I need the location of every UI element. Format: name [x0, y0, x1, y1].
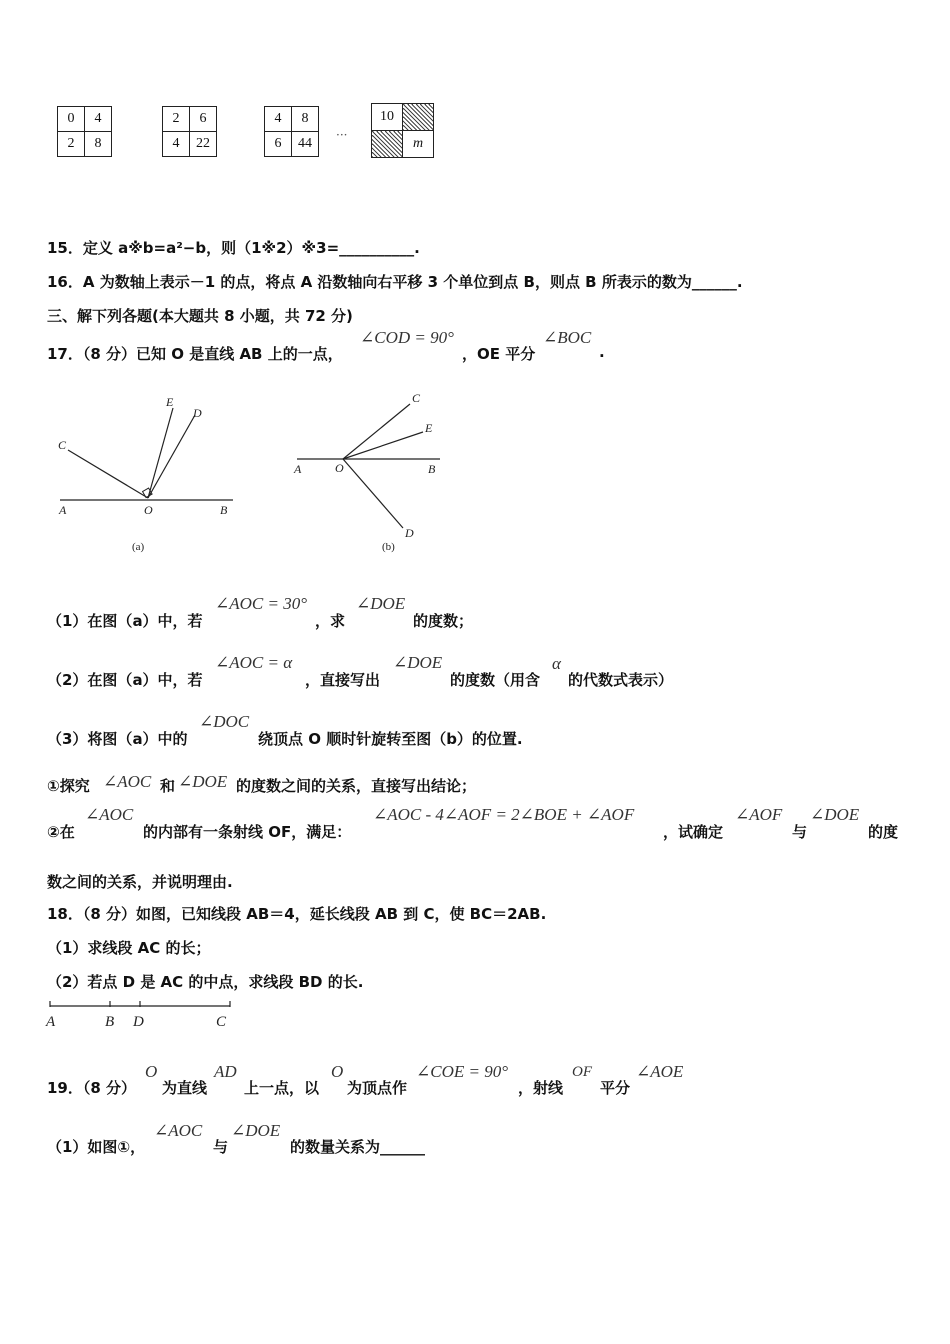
number-grid-4 — [371, 103, 434, 158]
label-e: E — [166, 395, 174, 409]
q17-sub1-c: 的度数之间的关系，直接写出结论； — [236, 777, 477, 795]
math-doe: ∠DOE — [356, 594, 406, 613]
caption-a: (a) — [132, 541, 145, 553]
label-a: A — [294, 462, 302, 476]
label-e: E — [425, 421, 433, 435]
math-doe: ∠DOE — [231, 1121, 281, 1140]
math-alpha: α — [552, 654, 561, 673]
q17-sub1-a: ①探究 — [47, 777, 90, 795]
math-o: O — [145, 1062, 158, 1081]
q19-b: 为直线 — [162, 1079, 208, 1097]
math-coe-90: ∠COE = 90° — [416, 1062, 509, 1081]
math-doc: ∠DOC — [199, 712, 250, 731]
label-b: B — [105, 1014, 115, 1030]
q17-part1-b: ，求 — [315, 612, 346, 630]
math-aof: ∠AOF — [735, 805, 783, 824]
q18-part1: （1）求线段 AC 的长； — [47, 939, 211, 957]
q19-part1-b: 与 — [213, 1138, 229, 1156]
math-of: OF — [572, 1064, 592, 1080]
q17-part2-d: 的代数式表示） — [568, 671, 674, 689]
math-ad: AD — [214, 1062, 237, 1081]
grid-cell: 0 — [58, 107, 85, 132]
q17-sub2-c: ，试确定 — [663, 823, 724, 841]
grid-cell-hatched — [372, 131, 403, 158]
label-d: D — [193, 406, 202, 420]
q17-sub2-d: 与 — [792, 823, 808, 841]
grid-cell-hatched — [403, 104, 434, 131]
q19-part1-a: （1）如图①， — [47, 1138, 146, 1156]
q17-sub2-b: 的内部有一条射线 OF，满足： — [143, 823, 352, 841]
grid-cell: 10 — [372, 104, 403, 131]
grid-cell: 6 — [190, 107, 217, 132]
math-doe: ∠DOE — [810, 805, 860, 824]
section-heading: 三、解下列各题(本大题共 8 小题，共 72 分) — [47, 307, 353, 325]
math-equation: ∠AOC - 4∠AOF = 2∠BOE + ∠AOF — [373, 805, 635, 824]
grid-cell: 8 — [292, 107, 319, 132]
q17-sub2-f: 数之间的关系，并说明理由. — [47, 873, 233, 891]
math-aoc: ∠AOC — [103, 772, 152, 791]
grid-cell: 4 — [163, 132, 190, 157]
figure-a — [50, 390, 250, 560]
number-grid-2 — [162, 106, 217, 157]
grid-cell: 22 — [190, 132, 217, 157]
label-o: O — [335, 461, 344, 475]
label-b: B — [428, 462, 436, 476]
math-boc: ∠BOC — [543, 328, 592, 347]
label-a: A — [59, 503, 67, 517]
math-aoc-alpha: ∠AOC = α — [215, 653, 293, 672]
q17-part1-a: （1）在图（a）中，若 — [47, 612, 203, 630]
number-grid-1 — [57, 106, 112, 157]
question-15: 15．定义 a※b=a²−b，则（1※2）※3=__________. — [47, 239, 420, 257]
label-o: O — [144, 503, 153, 517]
grid-cell: 4 — [85, 107, 112, 132]
label-a: A — [46, 1014, 56, 1030]
q19-e: ，射线 — [518, 1079, 564, 1097]
label-b: B — [220, 503, 228, 517]
q19-f: 平分 — [600, 1079, 631, 1097]
question-17-mid: ，OE 平分 — [462, 345, 536, 363]
q17-part2-a: （2）在图（a）中，若 — [47, 671, 203, 689]
q17-sub2-a: ②在 — [47, 823, 75, 841]
q19-part1-c: 的数量关系为______ — [290, 1138, 426, 1156]
math-doe: ∠DOE — [178, 772, 228, 791]
math-aoc: ∠AOC — [85, 805, 134, 824]
grid-cell: 4 — [265, 107, 292, 132]
math-doe: ∠DOE — [393, 653, 443, 672]
q17-part3-b: 绕顶点 O 顺时针旋转至图（b）的位置. — [258, 730, 523, 748]
question-18: 18．（8 分）如图，已知线段 AB＝4，延长线段 AB 到 C，使 BC＝2AB. — [47, 905, 547, 923]
q17-sub1-b: 和 — [160, 777, 176, 795]
segment-figure — [44, 998, 244, 1034]
q17-part2-b: ，直接写出 — [305, 671, 381, 689]
math-cod: ∠COD = 90° — [360, 328, 454, 347]
math-aoc: ∠AOC — [154, 1121, 203, 1140]
q19-a: 19．（8 分） — [47, 1079, 137, 1097]
math-aoc-30: ∠AOC = 30° — [215, 594, 308, 613]
grid-cell: 8 — [85, 132, 112, 157]
q19-c: 上一点，以 — [244, 1079, 320, 1097]
label-c: C — [58, 438, 67, 452]
grid-cell: 44 — [292, 132, 319, 157]
label-d: D — [133, 1014, 144, 1030]
q17-sub2-e: 的度 — [868, 823, 899, 841]
ellipsis: ··· — [336, 128, 348, 142]
math-o: O — [331, 1062, 344, 1081]
label-c: C — [216, 1014, 227, 1030]
caption-b: (b) — [382, 541, 395, 553]
q18-part2: （2）若点 D 是 AC 的中点，求线段 BD 的长. — [47, 973, 364, 991]
number-grid-3 — [264, 106, 319, 157]
question-17-prefix: 17．（8 分）已知 O 是直线 AB 上的一点， — [47, 345, 343, 363]
q17-part2-c: 的度数（用含 — [450, 671, 541, 689]
question-17-end: . — [599, 343, 605, 361]
grid-cell: m — [403, 131, 434, 158]
grid-cell: 2 — [58, 132, 85, 157]
label-d: D — [405, 526, 414, 540]
figure-b — [285, 390, 455, 560]
question-16: 16．A 为数轴上表示－1 的点，将点 A 沿数轴向右平移 3 个单位到点 B，则点 B 所表示的数为______. — [47, 273, 743, 291]
q19-d: 为顶点作 — [347, 1079, 408, 1097]
grid-cell: 6 — [265, 132, 292, 157]
math-aoe: ∠AOE — [636, 1062, 684, 1081]
label-c: C — [412, 391, 421, 405]
grid-cell: 2 — [163, 107, 190, 132]
q17-part3-a: （3）将图（a）中的 — [47, 730, 188, 748]
q17-part1-c: 的度数； — [413, 612, 474, 630]
